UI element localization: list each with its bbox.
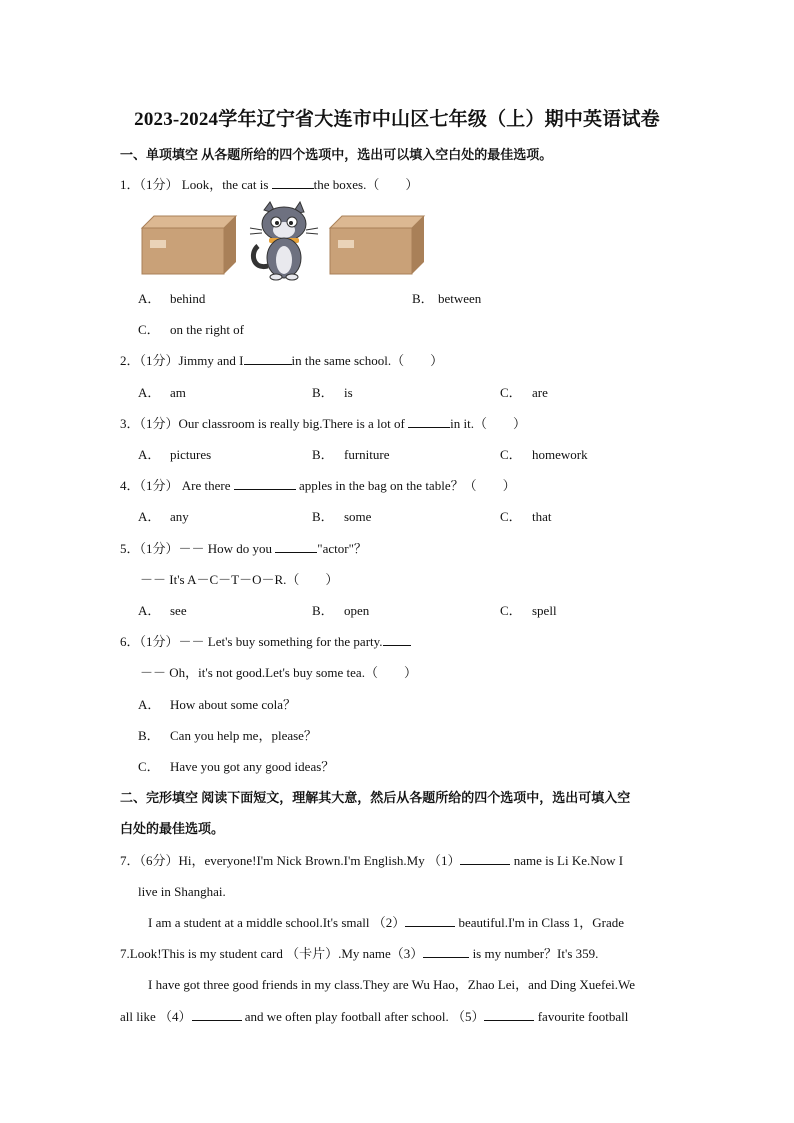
passage-line-3: I am a student at a middle school.It's small （2） beautiful.I'm in Class 1，Grade [148,915,625,930]
passage-line-1: 7．（6分）Hi，everyone!I'm Nick Brown.I'm English.My （1） name is Li Ke.Now I [120,853,624,868]
question-2-blank [244,352,292,365]
question-2-option-c: C． are [500,385,548,400]
question-4: 4．（1分） Are there apples in the bag on the table？（ ） [120,478,516,493]
question-6-option-a: A． How about some cola？ [138,697,297,712]
question-1-option-c: C． on the right of [138,322,245,337]
question-3-blank [408,415,450,428]
question-1-prefix: 1．（1分） Look，the cat is [120,177,272,192]
question-5: 5．（1分）－－ How do you "actor"？ [120,541,367,556]
question-1 [120,176,418,194]
question-1-suffix: the boxes.（ ） [313,177,419,192]
question-4-option-c: C． that [500,509,552,524]
box-left-image [142,216,236,274]
passage-blank-2 [405,914,455,927]
passage-blank-4 [192,1008,242,1021]
question-1-blank [272,176,314,189]
passage-blank-1 [460,852,510,865]
question-4-option-a: A． any [138,509,189,524]
passage-line-4: 7.Look!This is my student card （卡片）.My name（3） is my number？It's 359. [120,946,599,961]
question-5-blank [275,540,317,553]
question-5-option-a: A． see [138,603,187,618]
question-2-option-b: B． is [312,385,353,400]
question-6: 6．（1分）－－ Let's buy something for the party. [120,633,411,651]
question-4-blank [234,477,296,490]
question-3-option-b: B． furniture [312,447,390,462]
question-3: 3．（1分）Our classroom is really big.There is a lot of in it.（ ） [120,416,526,431]
passage-line-6: all like （4） and we often play football after school. （5） favourite football [120,1009,629,1024]
question-6-option-c: C． Have you got any good ideas？ [138,759,335,774]
question-1-option-b: B． between [412,291,482,306]
passage-blank-5 [484,1008,534,1021]
question-6-blank [383,633,411,646]
section2-heading-line-2: 白处的最佳选项。 [120,821,225,836]
question-1-illustration [138,200,430,282]
section2-heading-line-1: 二、完形填空 阅读下面短文，理解其大意，然后从各题所给的四个选项中，选出可填入空 [120,790,631,805]
page-title: 2023-2024学年辽宁省大连市中山区七年级（上）期中英语试卷 [134,109,660,130]
question-5-option-c: C． spell [500,603,557,618]
question-6-line-2: －－ Oh，it's not good.Let's buy some tea.（ ） [140,665,417,680]
question-4-option-b: B． some [312,509,372,524]
box-right-image [330,216,424,274]
question-5-line-2: －－ It's A－C－T－O－R.（ ） [140,572,339,587]
question-6-option-b: B． Can you help me，please？ [138,728,317,743]
passage-line-2: live in Shanghai. [138,884,226,899]
question-5-option-b: B． open [312,603,370,618]
question-3-option-a: A． pictures [138,447,212,462]
question-3-option-c: C． homework [500,447,588,462]
passage-blank-3 [423,945,469,958]
question-1-option-a: A． behind [138,291,206,306]
passage-line-5: I have got three good friends in my class.They are Wu Hao，Zhao Lei，and Ding Xuefei.We [148,977,635,992]
question-2-option-a: A． am [138,385,186,400]
cat-image [250,202,318,280]
question-2: 2．（1分）Jimmy and I in the same school.（ ） [120,353,444,368]
section1-heading: 一、单项填空 从各题所给的四个选项中，选出可以填入空白处的最佳选项。 [120,147,553,162]
